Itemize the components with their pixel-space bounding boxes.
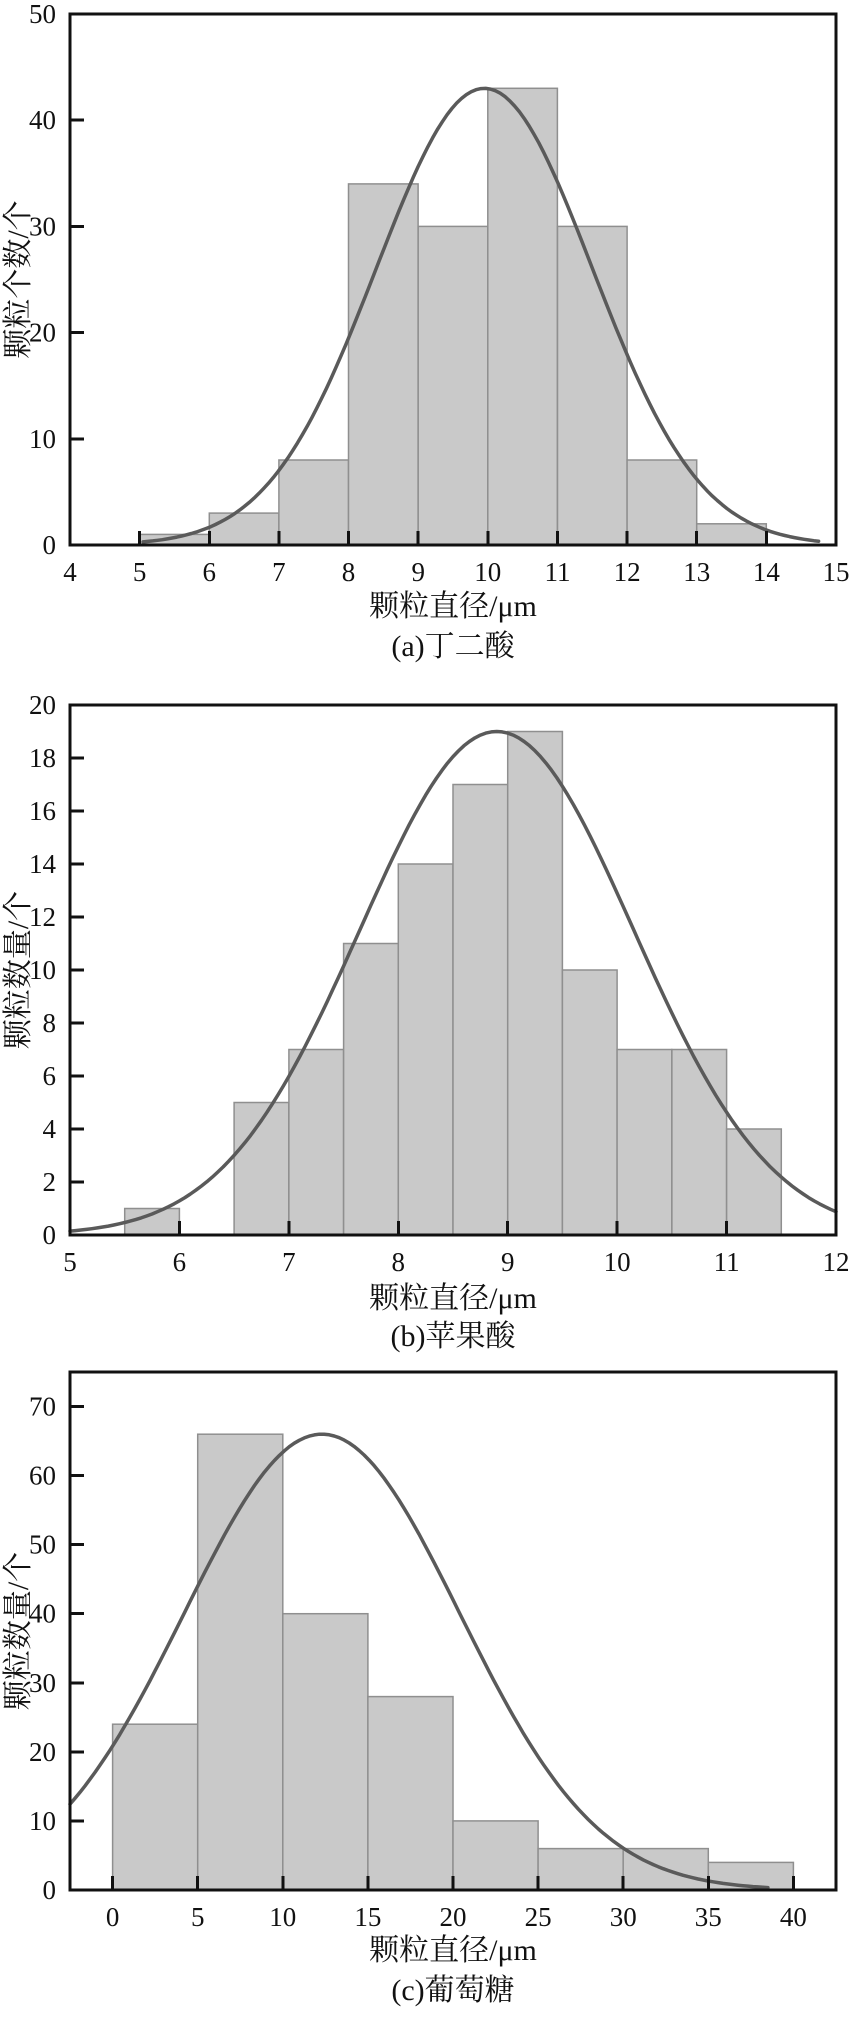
histogram-bar	[198, 1434, 283, 1890]
histogram-plot-a	[0, 0, 849, 588]
y-tick-label: 20	[29, 317, 56, 348]
x-tick-label: 0	[105, 1902, 120, 1932]
x-tick-label: 12	[613, 557, 641, 587]
x-tick-label: 11	[713, 1247, 740, 1277]
chart-c-glucose	[0, 1340, 849, 2020]
y-tick-label: 0	[42, 1220, 56, 1250]
x-tick-label: 4	[63, 557, 77, 587]
histogram-bar	[453, 1821, 538, 1890]
x-tick-label: 12	[822, 1247, 849, 1277]
y-tick-label: 70	[29, 1391, 56, 1422]
histogram-bar	[368, 1697, 453, 1890]
y-axis-title: 颗粒数量/个	[2, 890, 35, 1050]
histogram-bar	[627, 460, 697, 545]
x-tick-label: 9	[411, 557, 425, 587]
y-axis-title: 颗粒数量/个	[2, 1551, 35, 1711]
x-tick-label: 9	[500, 1247, 515, 1277]
y-tick-label: 0	[42, 530, 56, 560]
x-tick-label: 7	[272, 557, 286, 587]
x-tick-label: 8	[341, 557, 356, 587]
x-tick-label: 14	[752, 557, 780, 587]
chart-caption-c: (c)葡萄糖	[391, 1974, 515, 2007]
histogram-bar	[508, 732, 563, 1236]
y-tick-label: 14	[29, 849, 56, 879]
chart-b-malic-acid	[0, 670, 849, 1353]
histogram-bar	[617, 1050, 672, 1236]
x-tick-label: 11	[544, 557, 571, 587]
y-tick-label: 60	[29, 1460, 56, 1491]
y-tick-label: 8	[42, 1008, 56, 1038]
y-tick-label: 30	[29, 211, 56, 242]
histogram-bar	[279, 460, 349, 545]
x-tick-label: 15	[822, 557, 849, 587]
y-tick-label: 4	[42, 1114, 56, 1144]
y-tick-label: 18	[29, 743, 56, 773]
x-tick-label: 10	[603, 1247, 631, 1277]
histogram-bar	[113, 1724, 198, 1890]
x-tick-label: 40	[779, 1902, 807, 1932]
x-tick-label: 10	[474, 557, 502, 587]
histogram-bar	[344, 944, 399, 1236]
y-tick-label: 10	[29, 423, 56, 454]
x-tick-label: 10	[269, 1902, 297, 1932]
x-tick-label: 6	[172, 1247, 187, 1277]
y-tick-label: 20	[29, 690, 56, 720]
y-tick-label: 6	[42, 1061, 56, 1091]
histogram-bar	[209, 513, 279, 545]
histogram-bar	[398, 864, 453, 1235]
x-tick-label: 13	[683, 557, 711, 587]
x-tick-label: 5	[190, 1902, 205, 1932]
histogram-bar	[672, 1050, 727, 1236]
y-tick-label: 2	[42, 1167, 56, 1197]
x-tick-label: 15	[354, 1902, 382, 1932]
chart-caption-b: (b)苹果酸	[390, 1320, 516, 1353]
histogram-bar	[558, 226, 628, 545]
x-axis-title-b: 颗粒直径/μm	[369, 1282, 537, 1315]
histogram-bar	[283, 1614, 368, 1890]
y-tick-label: 10	[29, 955, 56, 985]
y-tick-label: 0	[42, 1875, 56, 1905]
x-axis-title-a: 颗粒直径/μm	[369, 590, 537, 623]
histogram-bar	[349, 184, 419, 545]
histogram-bar	[453, 785, 508, 1236]
histogram-plot-c	[0, 1340, 849, 1932]
x-tick-label: 5	[132, 557, 147, 587]
y-tick-label: 30	[29, 1667, 56, 1698]
x-tick-label: 25	[524, 1902, 552, 1932]
x-tick-label: 30	[609, 1902, 637, 1932]
y-axis-title: 颗粒个数/个	[2, 200, 35, 359]
histogram-bar	[418, 226, 488, 545]
y-tick-label: 50	[29, 1529, 56, 1560]
y-tick-label: 16	[29, 796, 56, 826]
y-tick-label: 10	[29, 1805, 56, 1836]
x-tick-label: 7	[282, 1247, 296, 1277]
chart-a-succinic-acid	[0, 0, 849, 670]
y-tick-label: 20	[29, 1736, 56, 1767]
x-tick-label: 5	[63, 1247, 77, 1277]
x-tick-label: 8	[391, 1247, 406, 1277]
x-tick-label: 20	[439, 1902, 467, 1932]
histogram-plot-b	[0, 670, 849, 1282]
y-tick-label: 40	[29, 1598, 56, 1629]
y-tick-label: 50	[29, 0, 56, 29]
histogram-bar	[727, 1129, 782, 1235]
x-tick-label: 6	[202, 557, 217, 587]
histogram-bar	[538, 1849, 623, 1890]
histogram-bar	[562, 970, 617, 1235]
chart-caption-a: (a)丁二酸	[391, 630, 515, 663]
y-tick-label: 40	[29, 105, 56, 136]
x-axis-title-c: 颗粒直径/μm	[369, 1934, 537, 1967]
y-tick-label: 12	[29, 902, 56, 932]
histogram-bar	[289, 1050, 344, 1236]
x-tick-label: 35	[694, 1902, 722, 1932]
